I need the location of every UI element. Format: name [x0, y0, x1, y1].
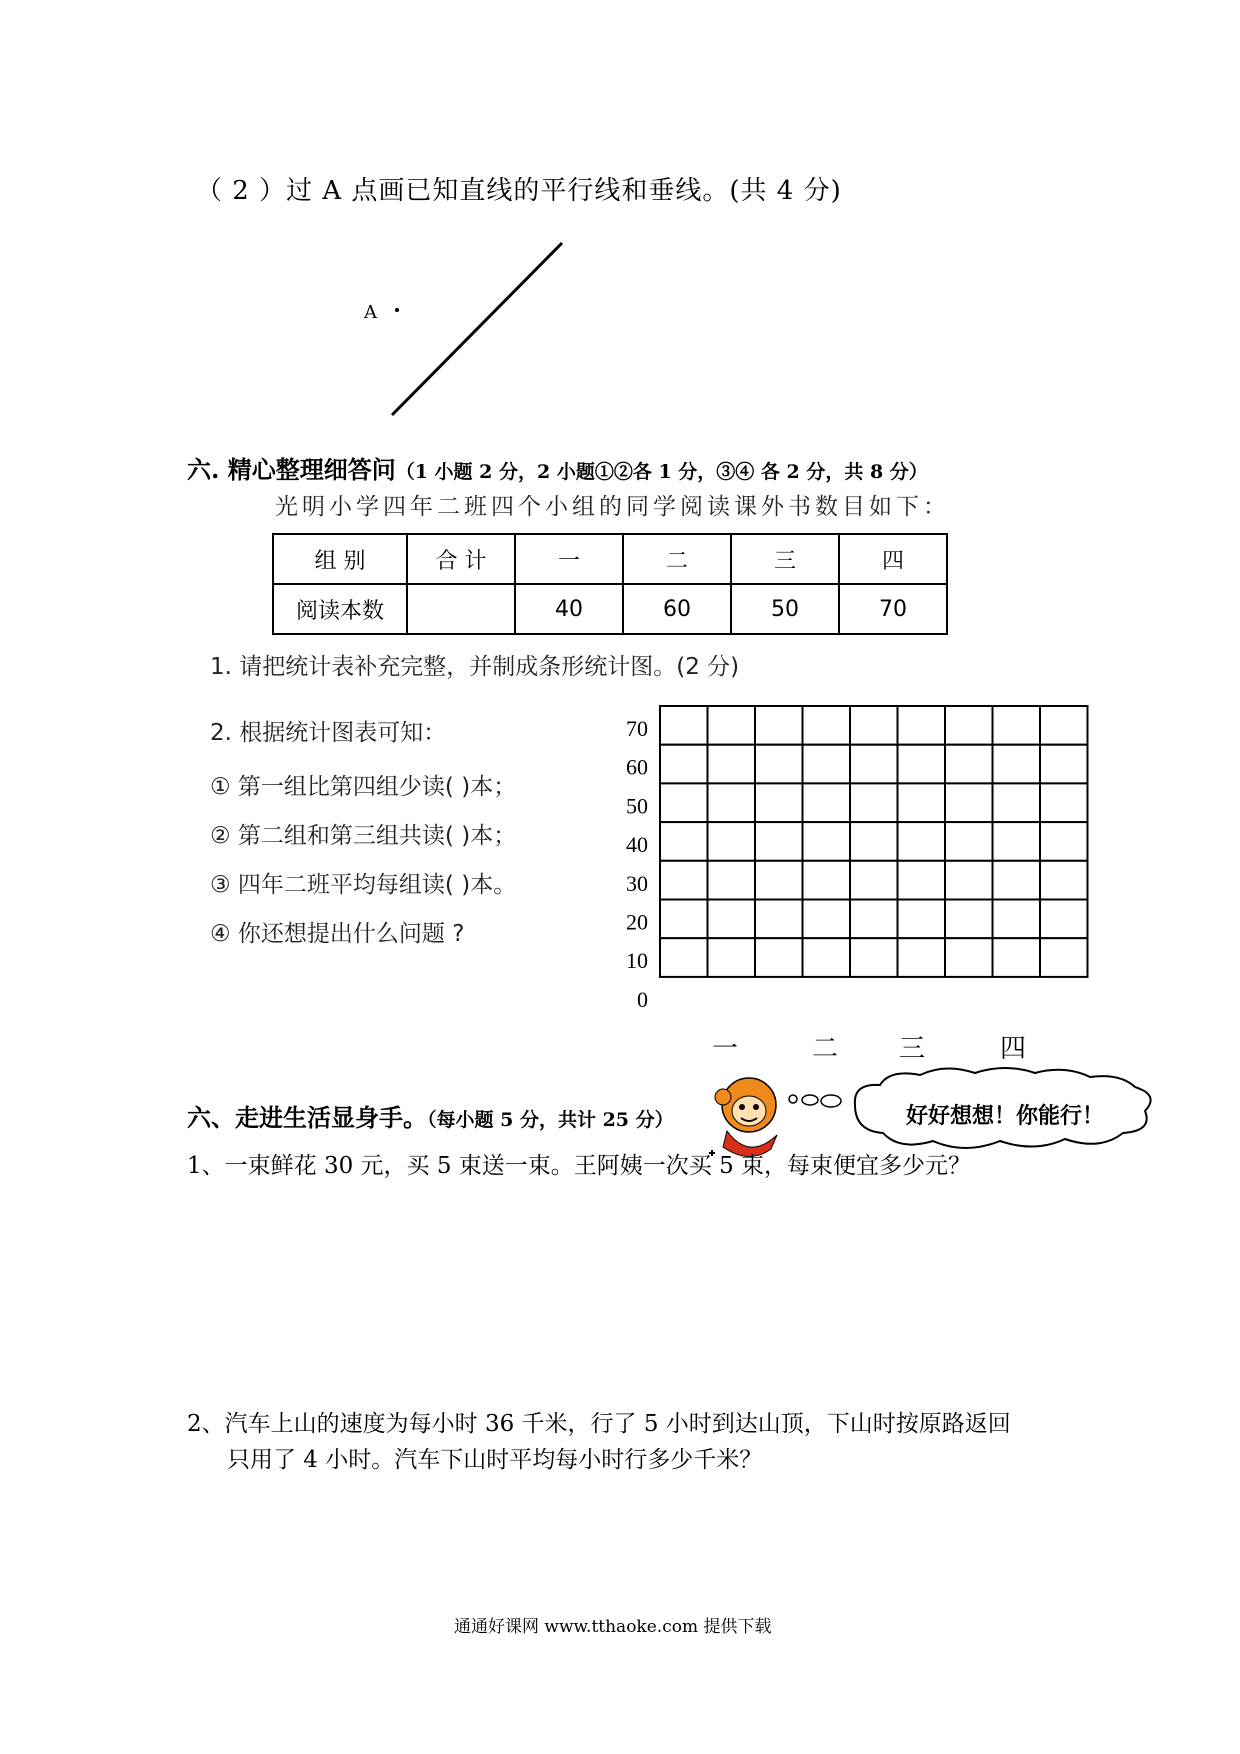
table-header-cell: 四: [839, 534, 947, 584]
table-header-cell: 三: [731, 534, 839, 584]
table-header-cell: 合 计: [407, 534, 515, 584]
geometry-figure: [340, 235, 580, 425]
table-cell: 60: [623, 584, 731, 634]
table-cell-total[interactable]: [407, 584, 515, 634]
point-a-label: A: [364, 302, 377, 323]
chart-grid-cell[interactable]: [660, 783, 708, 822]
monkey-mascot-icon: [709, 1078, 777, 1157]
table-header-row: [273, 534, 947, 584]
stats-question-2: 2. 根据统计图表可知：: [210, 720, 447, 746]
chart-grid-cell[interactable]: [898, 745, 946, 784]
chart-y-tick-label: 0: [637, 986, 648, 1012]
chart-grid-cell[interactable]: [945, 783, 993, 822]
table-cell: 50: [731, 584, 839, 634]
chart-grid-cell[interactable]: [850, 938, 898, 977]
chart-grid-cell[interactable]: [945, 706, 993, 745]
chart-grid-cell[interactable]: [660, 861, 708, 900]
chart-grid-cell[interactable]: [708, 938, 756, 977]
table-header-cell: 一: [515, 534, 623, 584]
question-parallel-title: （ 2 ）过 A 点画已知直线的平行线和垂线。(共 4 分): [196, 176, 842, 206]
chart-grid-cell[interactable]: [755, 706, 803, 745]
life-question-1: 1、一束鲜花 30 元，买 5 束送一束。王阿姨一次买 5 束，每束便宜多少元？: [187, 1153, 972, 1179]
footer-credit: 通通好课网 www.tthaoke.com 提供下载: [454, 1617, 772, 1637]
chart-grid-cell[interactable]: [945, 900, 993, 939]
chart-grid-cell[interactable]: [993, 938, 1041, 977]
chart-y-tick-label: 10: [626, 948, 648, 974]
chart-y-tick-label: 40: [626, 832, 648, 858]
chart-grid-cell[interactable]: [993, 745, 1041, 784]
chart-grid-cell[interactable]: [850, 706, 898, 745]
chart-grid-cell[interactable]: [803, 861, 851, 900]
table-row-label: 阅读本数: [273, 584, 407, 634]
chart-grid-cell[interactable]: [1040, 706, 1088, 745]
chart-grid-cell[interactable]: [898, 861, 946, 900]
chart-y-tick-label: 70: [626, 716, 648, 741]
chart-grid-cell[interactable]: [755, 783, 803, 822]
reading-stats-table: [272, 533, 948, 635]
chart-grid-cell[interactable]: [898, 706, 946, 745]
chart-grid-cell[interactable]: [850, 861, 898, 900]
chart-grid-cell[interactable]: [1040, 861, 1088, 900]
chart-x-tick-label: 四: [999, 1034, 1027, 1064]
section-6b-heading: [187, 1098, 674, 1133]
chart-y-tick-label: 50: [626, 793, 648, 819]
chart-grid-cell[interactable]: [708, 861, 756, 900]
section-6a-title: 六. 精心整理细答问: [187, 455, 396, 484]
chart-grid-cell[interactable]: [708, 900, 756, 939]
table-cell: 40: [515, 584, 623, 634]
chart-grid-cell[interactable]: [850, 822, 898, 861]
chart-y-tick-label: 30: [626, 870, 648, 896]
chart-grid-cell[interactable]: [945, 822, 993, 861]
stats-item-4: ④ 你还想提出什么问题 ?: [210, 921, 465, 947]
chart-grid-cell[interactable]: [803, 938, 851, 977]
stats-item-1: ① 第一组比第四组少读( )本；: [210, 774, 517, 800]
section-6a-scoring: （1 小题 2 分，2 小题①②各 1 分，③④ 各 2 分，共 8 分）: [395, 461, 928, 483]
chart-grid-cell[interactable]: [1040, 783, 1088, 822]
section-6a-heading: [187, 450, 928, 485]
chart-grid-cell[interactable]: [993, 783, 1041, 822]
chart-grid-cell[interactable]: [850, 900, 898, 939]
chart-y-tick-label: 60: [626, 754, 648, 780]
chart-grid-cell[interactable]: [755, 822, 803, 861]
chart-grid-cell[interactable]: [708, 822, 756, 861]
chart-grid-cell[interactable]: [898, 900, 946, 939]
chart-y-ticks: [626, 716, 648, 1012]
chart-grid-cell[interactable]: [898, 822, 946, 861]
chart-grid-cell[interactable]: [898, 783, 946, 822]
given-line: [392, 243, 562, 415]
chart-grid-cell[interactable]: [945, 861, 993, 900]
section-6b-title: 六、走进生活显身手。: [187, 1103, 427, 1132]
chart-grid-cell[interactable]: [1040, 822, 1088, 861]
stats-question-1: 1. 请把统计表补充完整，并制成条形统计图。(2 分): [210, 654, 740, 680]
chart-grid-cell[interactable]: [993, 706, 1041, 745]
table-header-cell: 二: [623, 534, 731, 584]
chart-grid-cell[interactable]: [660, 938, 708, 977]
chart-grid-cell[interactable]: [755, 861, 803, 900]
chart-grid-cell[interactable]: [803, 822, 851, 861]
table-cell: 70: [839, 584, 947, 634]
chart-grid-cell[interactable]: [945, 938, 993, 977]
chart-grid-cell[interactable]: [803, 706, 851, 745]
chart-x-ticks: [712, 1034, 1026, 1064]
chart-grid-cell[interactable]: [803, 900, 851, 939]
chart-grid-cell[interactable]: [755, 745, 803, 784]
chart-grid-cell[interactable]: [993, 822, 1041, 861]
section-6a-intro: 光明小学四年二班四个小组的同学阅读课外书数目如下：: [275, 494, 950, 520]
chart-grid-cell[interactable]: [993, 900, 1041, 939]
bubble-text: 好好想想！你能行！: [905, 1104, 1105, 1129]
chart-grid-cell[interactable]: [755, 938, 803, 977]
section-6b-scoring: （每小题 5 分，共计 25 分）: [427, 1109, 674, 1131]
chart-grid-cell[interactable]: [708, 783, 756, 822]
bar-chart[interactable]: [600, 690, 1110, 1070]
chart-grid-cell[interactable]: [660, 745, 708, 784]
chart-grid-cell[interactable]: [803, 745, 851, 784]
life-question-2-line1: 2、汽车上山的速度为每小时 36 千米，行了 5 小时到达山顶，下山时按原路返回: [187, 1411, 1011, 1437]
chart-grid-cell[interactable]: [945, 745, 993, 784]
chart-grid-cell[interactable]: [708, 745, 756, 784]
stats-item-3: ③ 四年二班平均每组读( )本。: [210, 872, 517, 898]
stats-item-2: ② 第二组和第三组共读( )本；: [210, 823, 517, 849]
chart-x-tick-label: 二: [811, 1034, 839, 1064]
chart-x-tick-label: 三: [898, 1034, 926, 1064]
table-row: [273, 584, 947, 634]
chart-grid-cell[interactable]: [850, 745, 898, 784]
chart-grid-cell[interactable]: [708, 706, 756, 745]
chart-grid: [660, 706, 1088, 977]
chart-grid-cell[interactable]: [660, 822, 708, 861]
chart-grid-cell[interactable]: [1040, 938, 1088, 977]
chart-grid-cell[interactable]: [660, 900, 708, 939]
point-a-dot: [395, 308, 399, 312]
chart-grid-cell[interactable]: [993, 861, 1041, 900]
chart-x-tick-label: 一: [711, 1034, 739, 1064]
chart-grid-cell[interactable]: [1040, 745, 1088, 784]
chart-grid-cell[interactable]: [803, 783, 851, 822]
chart-grid-cell[interactable]: [755, 900, 803, 939]
chart-grid-cell[interactable]: [1040, 900, 1088, 939]
chart-grid-cell[interactable]: [660, 706, 708, 745]
table-header-cell: 组 别: [273, 534, 407, 584]
life-question-2-line2: 只用了 4 小时。汽车下山时平均每小时行多少千米？: [227, 1447, 763, 1473]
chart-grid-cell[interactable]: [850, 783, 898, 822]
chart-grid-cell[interactable]: [898, 938, 946, 977]
chart-y-tick-label: 20: [626, 909, 648, 935]
